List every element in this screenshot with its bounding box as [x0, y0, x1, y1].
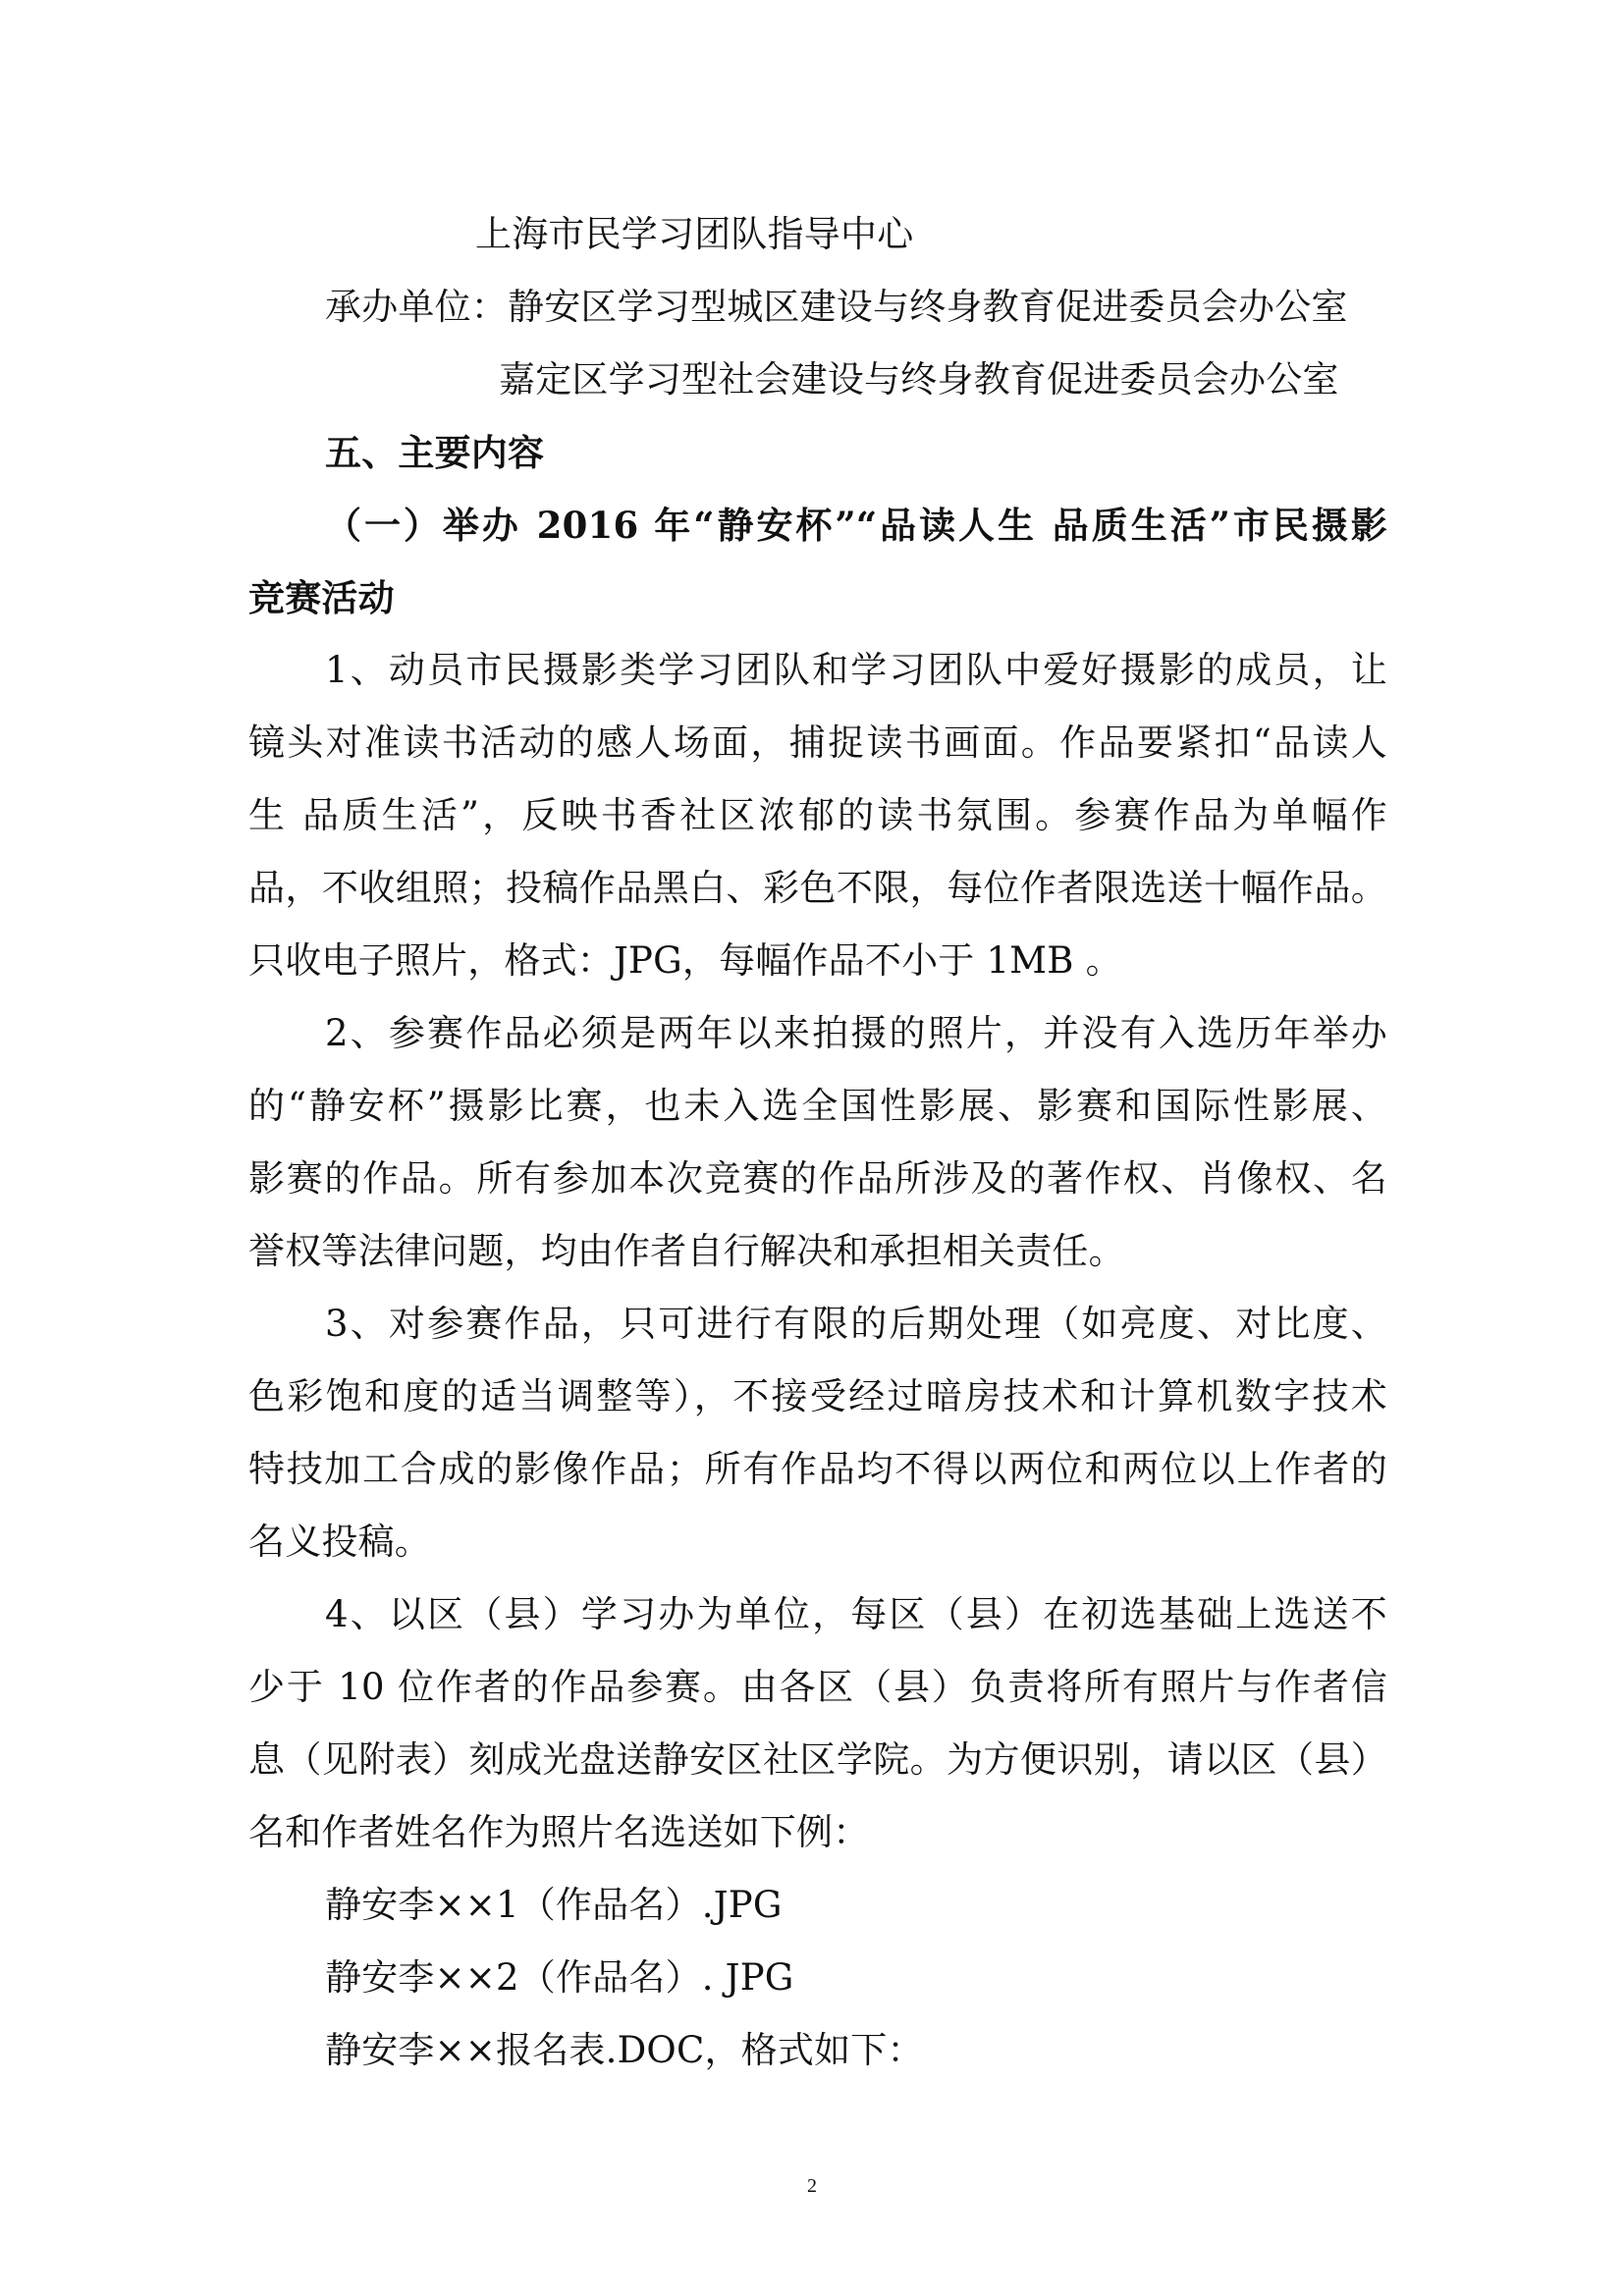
paragraph-1-line-5: 只收电子照片，格式：JPG，每幅作品不小于 1MB 。 [248, 939, 1122, 982]
paragraph-2-line-2: 的“静安杯”摄影比赛，也未入选全国性影展、影赛和国际性影展、 [248, 1085, 1387, 1127]
example-filename-3: 静安李××报名表.DOC，格式如下： [325, 2029, 924, 2071]
paragraph-2-line-4: 誉权等法律问题，均由作者自行解决和承担相关责任。 [248, 1230, 1125, 1272]
paragraph-3-line-1: 3、对参赛作品，只可进行有限的后期处理（如亮度、对比度、 [325, 1303, 1387, 1345]
subsection-heading: （一）举办 2016 年“静安杯”“品读人生 品质生活”市民摄影 [325, 504, 1387, 547]
paragraph-1-line-3: 生 品质生活”，反映书香社区浓郁的读书氛围。参赛作品为单幅作 [248, 794, 1387, 836]
page-number: 2 [807, 2175, 817, 2197]
paragraph-1-line-1: 1、动员市民摄影类学习团队和学习团队中爱好摄影的成员，让 [325, 649, 1387, 691]
paragraph-3-line-3: 特技加工合成的影像作品；所有作品均不得以两位和两位以上作者的 [248, 1448, 1387, 1490]
example-filename-2: 静安李××2（作品名）. JPG [325, 1956, 794, 1999]
paragraph-2-line-3: 影赛的作品。所有参加本次竞赛的作品所涉及的著作权、肖像权、名 [248, 1157, 1387, 1200]
paragraph-3-line-4: 名义投稿。 [248, 1521, 431, 1563]
paragraph-1-line-2: 镜头对准读书活动的感人场面，捕捉读书画面。作品要紧扣“品读人 [248, 721, 1387, 764]
paragraph-4-line-1: 4、以区（县）学习办为单位，每区（县）在初选基础上选送不 [325, 1593, 1387, 1635]
organizer-line: 上海市民学习团队指导中心 [475, 213, 914, 255]
paragraph-2-line-1: 2、参赛作品必须是两年以来拍摄的照片，并没有入选历年举办 [325, 1012, 1387, 1054]
subsection-heading-cont: 竞赛活动 [248, 576, 395, 619]
paragraph-4-line-2: 少于 10 位作者的作品参赛。由各区（县）负责将所有照片与作者信 [248, 1666, 1387, 1708]
paragraph-4-line-4: 名和作者姓名作为照片名选送如下例： [248, 1811, 870, 1853]
paragraph-4-line-3: 息（见附表）刻成光盘送静安区社区学院。为方便识别，请以区（县） [248, 1738, 1387, 1781]
host-unit-line: 承办单位：静安区学习型城区建设与终身教育促进委员会办公室 [325, 286, 1348, 328]
example-filename-1: 静安李××1（作品名）.JPG [325, 1884, 783, 1926]
section-heading: 五、主要内容 [325, 431, 545, 474]
host-unit-line-2: 嘉定区学习型社会建设与终身教育促进委员会办公室 [499, 358, 1339, 400]
paragraph-1-line-4: 品，不收组照；投稿作品黑白、彩色不限，每位作者限选送十幅作品。 [248, 867, 1387, 909]
paragraph-3-line-2: 色彩饱和度的适当调整等），不接受经过暗房技术和计算机数字技术 [248, 1375, 1387, 1417]
